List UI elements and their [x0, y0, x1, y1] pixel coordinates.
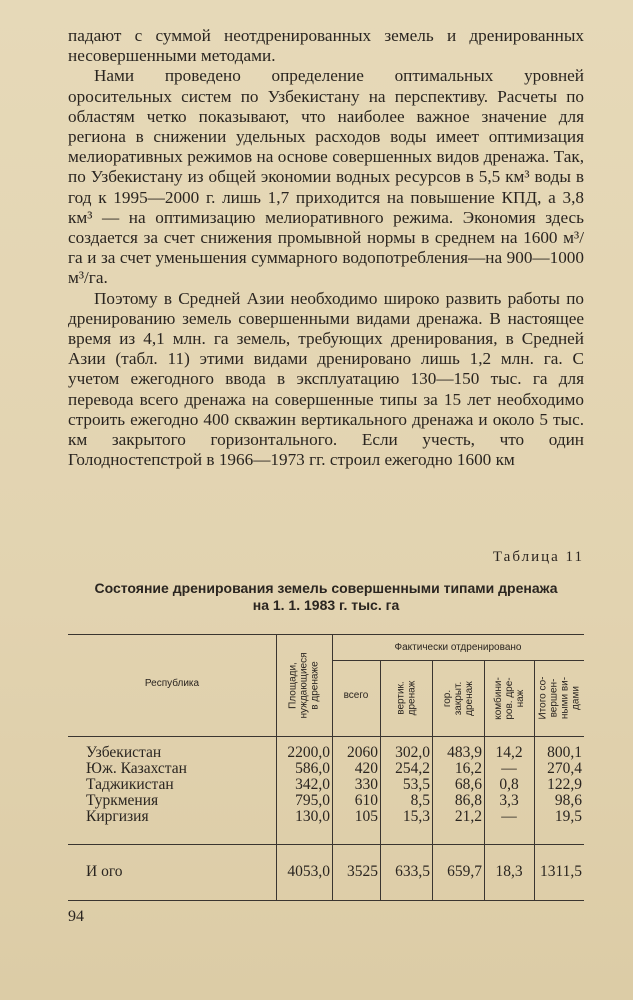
cell-total: 105: [354, 808, 378, 825]
header-combined-cell: [484, 660, 534, 736]
cell-combined: 0,8: [499, 776, 519, 793]
header-actual: Фактически отдренировано: [394, 642, 522, 653]
page-number: 94: [68, 908, 84, 925]
cell-horizontal: 86,8: [454, 792, 482, 809]
cell-total: 3525: [347, 863, 378, 880]
body-text: [68, 26, 584, 470]
cell-perfect: 270,4: [547, 760, 582, 777]
header-perfect-cell: [534, 660, 584, 736]
table-title-line1: Состояние дренирования земель совершенными типами дренажа: [94, 580, 558, 596]
cell-vertical: 53,5: [402, 776, 430, 793]
cell-combined: 18,3: [495, 863, 523, 880]
cell-vertical: 15,3: [402, 808, 430, 825]
header-area: Площади, нуждающиеся в дренаже: [287, 651, 321, 719]
cell-republic: Узбекистан: [86, 744, 162, 761]
cell-perfect: 800,1: [547, 744, 582, 761]
cell-combined: 14,2: [495, 744, 523, 761]
cell-area: 342,0: [295, 776, 330, 793]
cell-horizontal: 483,9: [447, 744, 482, 761]
cell-combined: —: [501, 808, 517, 825]
cell-horizontal: 16,2: [454, 760, 482, 777]
table-title: [68, 580, 584, 614]
header-republic: Республика: [144, 678, 200, 689]
paragraph-1: падают с суммой неотдренированных земель и дренированных несовершенными методами.: [68, 26, 584, 66]
cell-combined: 3,3: [499, 792, 519, 809]
cell-total: 610: [354, 792, 378, 809]
cell-vertical: 8,5: [410, 792, 430, 809]
cell-vertical: 254,2: [395, 760, 430, 777]
cell-total: 420: [354, 760, 378, 777]
cell-total: 330: [354, 776, 378, 793]
cell-republic: Киргизия: [86, 808, 149, 825]
cell-combined: —: [501, 760, 517, 777]
table-title-line2: на 1. 1. 1983 г. тыс. га: [252, 597, 400, 613]
totals-rule: [68, 844, 584, 845]
header-combined: комбини- ров. дре- наж: [492, 676, 526, 720]
header-horizontal-cell: [432, 660, 484, 736]
header-area-cell: [276, 634, 332, 736]
header-horizontal: гор. закрыт. дренаж: [441, 680, 475, 716]
cell-republic: Туркмения: [86, 792, 159, 809]
header-vertical-cell: [380, 660, 432, 736]
cell-republic: Юж. Казахстан: [86, 760, 187, 777]
table-label: Таблица 11: [492, 549, 584, 565]
cell-area: 4053,0: [287, 863, 330, 880]
cell-total: 2060: [347, 744, 378, 761]
cell-area: 130,0: [295, 808, 330, 825]
cell-horizontal: 21,2: [454, 808, 482, 825]
drainage-table: [68, 628, 584, 906]
header-bottom-rule: [68, 736, 584, 737]
cell-total-label: И ого: [86, 863, 123, 880]
cell-area: 795,0: [295, 792, 330, 809]
cell-horizontal: 68,6: [454, 776, 482, 793]
cell-area: 586,0: [295, 760, 330, 777]
header-vertical: вертик. дренаж: [394, 680, 417, 716]
table-bottom-rule: [68, 900, 584, 901]
cell-vertical: 633,5: [395, 863, 430, 880]
header-perfect: Итого со- вершен- ными ви- дами: [537, 676, 581, 720]
paragraph-2: Нами проведено определение оптимальных уровней оросительных систем по Узбекистану на перспективу. Расчеты по областям четко показывают, что наиболее важное значение для региона в снижении удельных расходов воды имеет оптимизация мелиоративных режимов на основе совершенных видов дренажа. Так, по Узбекистану из общей экономии водных ресурсов в 5,5 км³ воды в год к 1995—2000 г. лишь 1,7 приходится на повышение КПД, а 3,8 км³ — на оптимизацию мелиоративного режима. Экономия здесь создается за счет снижения промывной нормы в среднем на 1600 м³/га и за счет уменьшения суммарного водопотребления—на 900—1000 м³/га.: [68, 66, 584, 288]
cell-area: 2200,0: [287, 744, 330, 761]
header-total: всего: [343, 690, 369, 701]
cell-perfect: 19,5: [554, 808, 582, 825]
cell-republic: Таджикистан: [86, 776, 174, 793]
cell-horizontal: 659,7: [447, 863, 482, 880]
cell-perfect: 122,9: [547, 776, 582, 793]
cell-perfect: 1311,5: [539, 863, 582, 880]
cell-vertical: 302,0: [395, 744, 430, 761]
paragraph-3: Поэтому в Средней Азии необходимо широко развить работы по дренированию земель совершенными видами дренажа. В настоящее время из 4,1 млн. га земель, требующих дренирования, в Средней Азии (табл. 11) этими видами дренировано лишь 1,2 млн. га. С учетом ежегодного ввода в эксплуатацию 130—150 тыс. га для перевода всего дренажа на совершенные типы за 15 лет необходимо строить ежегодно 400 скважин вертикального дренажа и около 5 тыс. км закрытого горизонтального. Если учесть, что один Голодностепстрой в 1966—1973 гг. строил ежегодно 1600 км: [68, 288, 584, 470]
cell-perfect: 98,6: [554, 792, 582, 809]
